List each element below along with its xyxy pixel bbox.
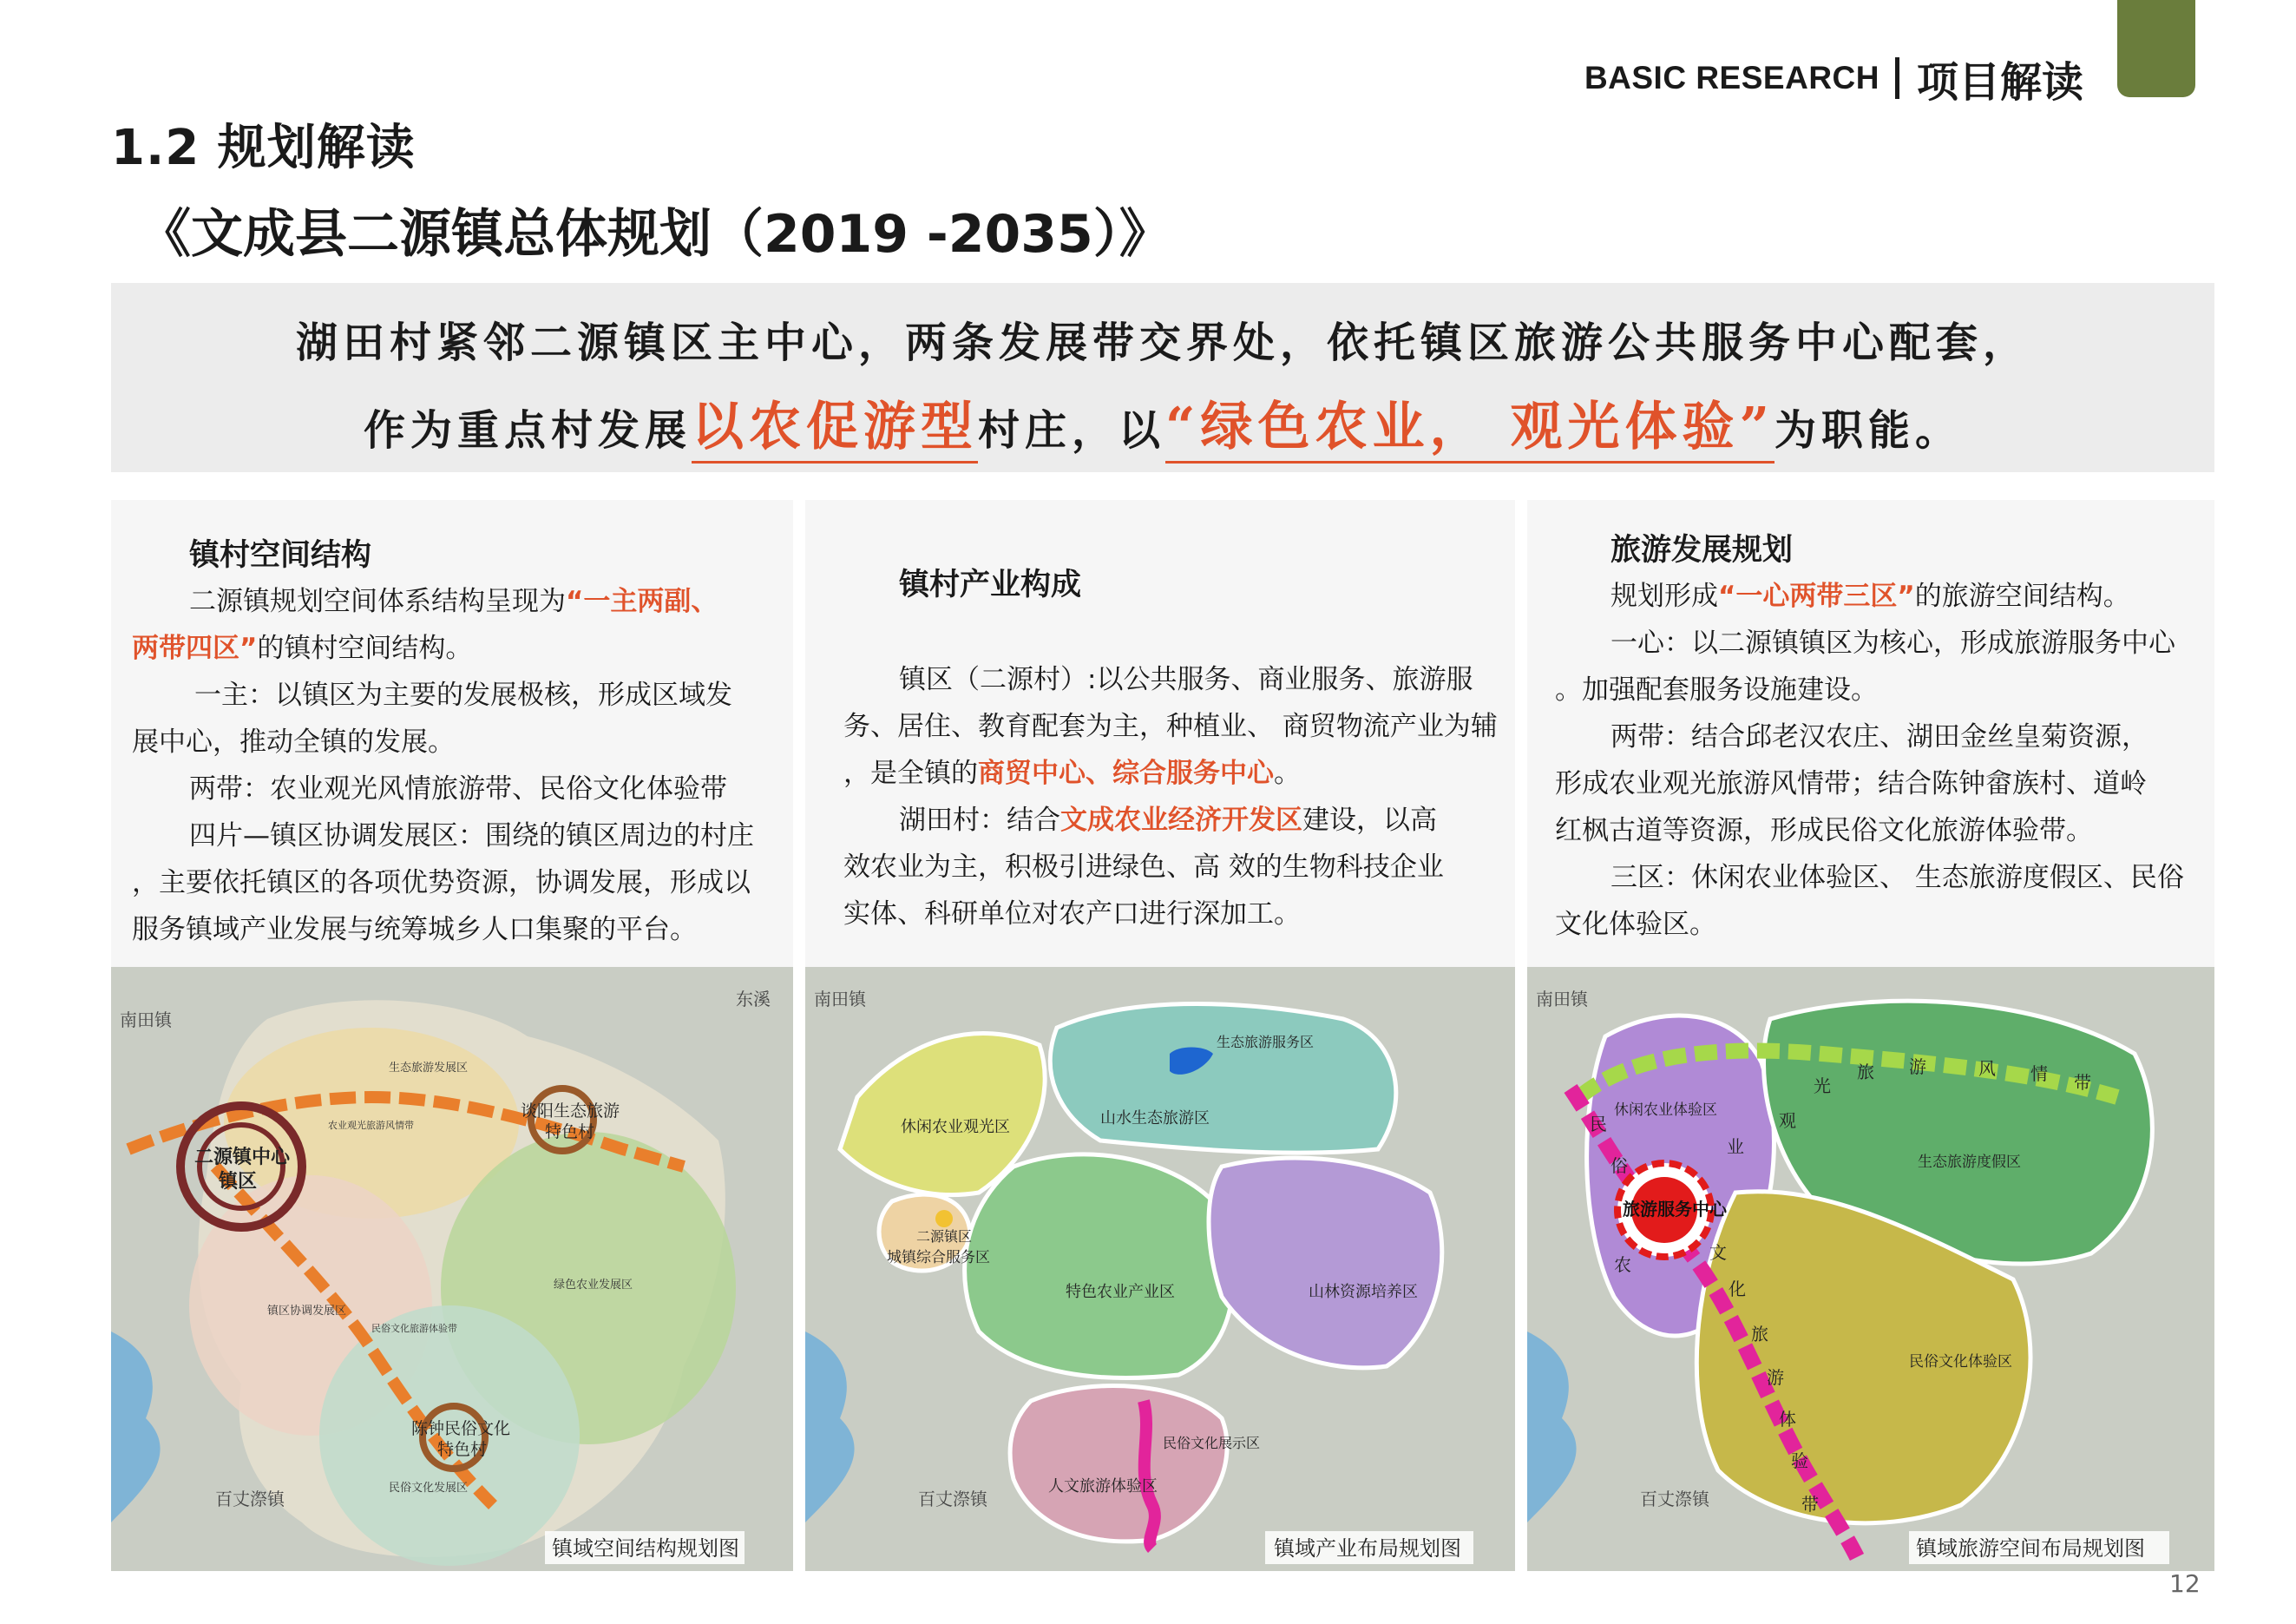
- spatial-structure-map: [111, 967, 793, 1571]
- summary-text-c: 为职能。: [1774, 406, 1962, 455]
- text-span: 的旅游空间结构。: [1914, 581, 2130, 612]
- tourism-plan-panel: [1527, 500, 2214, 969]
- band-label: 民俗文化旅游体验带: [371, 1323, 457, 1334]
- text-line: [843, 750, 1301, 797]
- page-header: [1584, 54, 2083, 107]
- band-char: 带: [1801, 1494, 1819, 1515]
- summary-text-b: 村庄，以: [978, 406, 1166, 455]
- place-label: 百丈漈镇: [918, 1489, 987, 1509]
- zone-label: 镇区协调发展区: [267, 1305, 347, 1318]
- zone-label: 生态旅游服务区: [1217, 1034, 1315, 1050]
- village-label: 特色村: [437, 1440, 488, 1459]
- village-label: 陈钟民俗文化: [411, 1419, 511, 1438]
- text-line: 文化体验区。: [1555, 909, 1716, 940]
- text-span: 。: [1274, 758, 1301, 789]
- summary-line-2: [111, 385, 2214, 460]
- industry-layout-map: [805, 967, 1515, 1571]
- summary-text-a: 作为重点村发展: [364, 406, 692, 455]
- header-accent-tab: [2117, 0, 2195, 97]
- zone-label: 生态旅游发展区: [389, 1062, 469, 1075]
- band-char: 观: [1779, 1110, 1796, 1131]
- village-label: 特色村: [545, 1122, 595, 1141]
- header-divider: [1895, 57, 1899, 99]
- section-title: 1.2 规划解读: [111, 120, 416, 176]
- band-char: 化: [1729, 1279, 1746, 1299]
- band-char: 业: [1727, 1136, 1744, 1157]
- text-line: 两带：结合邱老汉农庄、湖田金丝皇菊资源，: [1610, 721, 2148, 753]
- place-label: 南田镇: [1536, 989, 1588, 1009]
- summary-line-1: 湖田村紧邻二源镇区主中心，两条发展带交界处，依托镇区旅游公共服务中心配套，: [295, 319, 2030, 367]
- zone-label: 绿色农业发展区: [554, 1279, 633, 1292]
- zone-label: 人文旅游体验区: [1048, 1477, 1158, 1496]
- special-agri-zone: [965, 1154, 1234, 1378]
- map-svg: [111, 967, 793, 1571]
- text-line: [132, 625, 472, 672]
- map-caption: 镇域产业布局规划图: [1274, 1536, 1461, 1561]
- place-label: 百丈漈镇: [1640, 1489, 1709, 1509]
- band-char: 情: [2030, 1063, 2048, 1084]
- band-char: 游: [1767, 1367, 1784, 1388]
- text-line: 镇区（二源村）:以公共服务、商业服务、旅游服: [899, 664, 1473, 695]
- text-line: 四片—镇区协调发展区：围绕的镇区周边的村庄: [189, 820, 754, 851]
- band-char: 游: [1909, 1056, 1926, 1077]
- main-center-label: 镇区: [219, 1171, 258, 1193]
- text-line: 务、居住、教育配套为主，种植业、 商贸物流产业为辅: [843, 711, 1498, 742]
- text-line: 形成农业观光旅游风情带；结合陈钟畲族村、道岭: [1555, 768, 2147, 799]
- text-line: 展中心，推动全镇的发展。: [132, 727, 455, 758]
- highlight-span: “一主两副、: [566, 586, 718, 617]
- zone-label: 二源镇区: [916, 1228, 973, 1245]
- band-char: 旅: [1857, 1062, 1874, 1082]
- text-line: 一心：以二源镇镇区为核心，形成旅游服务中心: [1610, 628, 2175, 659]
- text-span: 规划形成: [1610, 581, 1718, 612]
- place-label: 南田镇: [120, 1009, 172, 1030]
- band-char: 俗: [1610, 1155, 1628, 1176]
- text-line: 三区：休闲农业体验区、 生态旅游度假区、民俗: [1610, 862, 2184, 893]
- map-svg: [805, 967, 1515, 1571]
- zone-label: 生态旅游度假区: [1918, 1154, 2021, 1171]
- place-label: 百丈漈镇: [215, 1489, 285, 1509]
- zone-label: 民俗文化体验区: [1909, 1353, 2012, 1371]
- band-char: 验: [1791, 1450, 1808, 1471]
- header-chinese: 项目解读: [1916, 57, 2083, 107]
- summary-highlight-type: 以农促游型: [692, 397, 978, 464]
- industry-composition-panel: [805, 500, 1515, 969]
- text-line: ，主要依托镇区的各项优势资源，协调发展，形成以: [132, 867, 751, 898]
- text-line: [1610, 573, 2130, 620]
- map-caption: 镇域空间结构规划图: [552, 1536, 739, 1561]
- spatial-structure-panel: [111, 500, 793, 969]
- band-char: 农: [1614, 1254, 1631, 1275]
- text-line: 红枫古道等资源，形成民俗文化旅游体验带。: [1555, 815, 2093, 846]
- band-char: 旅: [1751, 1324, 1768, 1345]
- text-span: 湖田村：结合: [899, 805, 1060, 836]
- tourism-center-label: 旅游服务中心: [1623, 1199, 1727, 1220]
- village-label: 谈阳生态旅游: [521, 1101, 620, 1121]
- text-line: [899, 797, 1437, 844]
- zone-label: 休闲农业观光区: [901, 1118, 1010, 1136]
- zone-label: 特色农业产业区: [1066, 1283, 1175, 1301]
- text-span: ，是全镇的: [843, 758, 978, 789]
- band-char: 民: [1590, 1114, 1607, 1134]
- text-span: 二源镇规划空间体系结构呈现为: [189, 586, 566, 617]
- panel-title-tourism: 旅游发展规划: [1610, 533, 1794, 568]
- zone-label: 山水生态旅游区: [1100, 1109, 1210, 1128]
- text-line: 一主：以镇区为主要的发展极核，形成区域发: [194, 680, 732, 711]
- panel-title-industry: 镇村产业构成: [899, 568, 1082, 602]
- band-char: 光: [1814, 1075, 1831, 1096]
- band-label: 农业观光旅游风情带: [328, 1120, 414, 1131]
- text-line: 两带：农业观光风情旅游带、民俗文化体验带: [189, 773, 727, 805]
- page-number: 12: [2169, 1569, 2201, 1598]
- zone-label: 休闲农业体验区: [1614, 1101, 1717, 1119]
- highlight-span: 商贸中心、综合服务中心: [978, 758, 1274, 789]
- zone-label: 山林资源培养区: [1309, 1283, 1418, 1301]
- band-char: 风: [1978, 1058, 1996, 1079]
- zone-label: 民俗文化展示区: [1163, 1435, 1261, 1451]
- text-span: 的镇村空间结构。: [257, 633, 473, 664]
- tourism-layout-map: [1527, 967, 2214, 1571]
- place-label: 东溪: [736, 989, 771, 1009]
- place-label: 南田镇: [814, 989, 866, 1009]
- zone-label: 城镇综合服务区: [887, 1249, 990, 1266]
- folk-culture-display-zone: [1010, 1386, 1227, 1542]
- main-center-label: 二源镇中心: [194, 1147, 291, 1168]
- text-span: 建设，以高: [1302, 805, 1437, 836]
- text-line: 服务镇域产业发展与统筹城乡人口集聚的平台。: [132, 914, 697, 945]
- highlight-span: 文成农业经济开发区: [1060, 805, 1302, 836]
- text-line: 。加强配套服务设施建设。: [1555, 674, 1878, 706]
- text-line: 效农业为主，积极引进绿色、高 效的生物科技企业: [843, 851, 1444, 883]
- mountain-eco-zone: [1050, 1004, 1395, 1154]
- text-line: 实体、科研单位对农产口进行深加工。: [843, 898, 1301, 930]
- panel-title-spatial: 镇村空间结构: [189, 538, 372, 573]
- town-marker-icon: [935, 1210, 953, 1227]
- document-title: 《文成县二源镇总体规划（2019 -2035）》: [139, 204, 1171, 265]
- map-svg: [1527, 967, 2214, 1571]
- highlight-span: “一心两带三区”: [1718, 581, 1915, 612]
- band-char: 体: [1779, 1409, 1796, 1430]
- map-caption: 镇域旅游空间布局规划图: [1916, 1536, 2145, 1561]
- band-char: 带: [2074, 1072, 2091, 1093]
- summary-box: [111, 283, 2214, 472]
- band-char: 文: [1709, 1242, 1727, 1263]
- zone-label: 民俗文化发展区: [389, 1482, 469, 1495]
- text-line: [189, 578, 718, 625]
- highlight-span: 两带四区”: [132, 633, 258, 664]
- summary-highlight-function: “绿色农业， 观光体验”: [1165, 397, 1774, 464]
- header-english: BASIC RESEARCH: [1584, 60, 1879, 95]
